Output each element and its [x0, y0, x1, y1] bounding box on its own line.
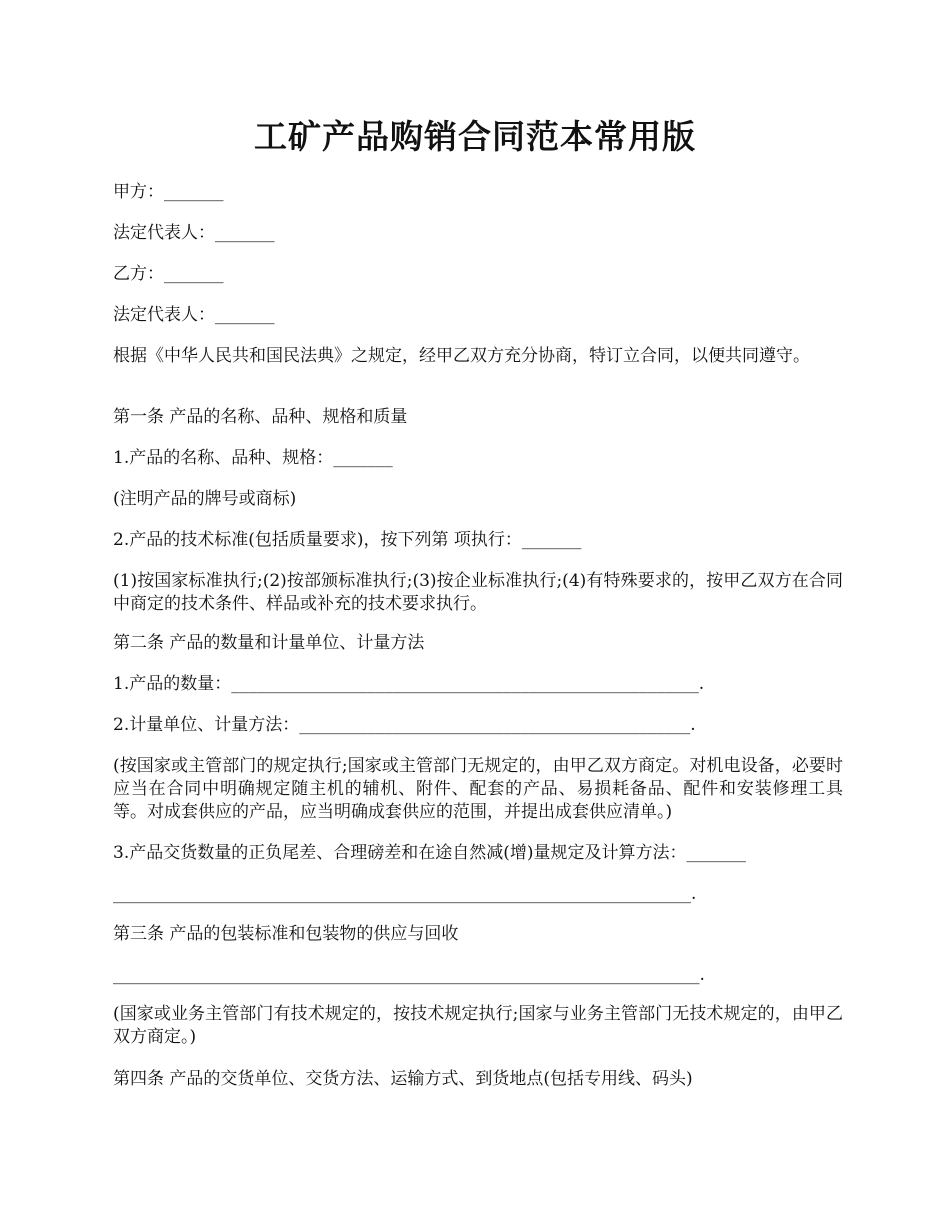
document-title: 工矿产品购销合同范本常用版	[254, 117, 696, 156]
article-1-note-2: (1)按国家标准执行;(2)按部颁标准执行;(3)按企业标准执行;(4)有特殊要求的，按甲乙双方在合同中商定的技术条件、样品或补充的技术要求执行。	[113, 571, 843, 614]
article-1-note-1: (注明产品的牌号或商标)	[113, 489, 297, 509]
party-a-line: 甲方：_______	[113, 182, 224, 202]
party-b-line: 乙方：_______	[113, 264, 224, 284]
article-4-heading: 第四条 产品的交货单位、交货方法、运输方式、到货地点(包括专用线、码头)	[113, 1069, 693, 1089]
article-3-heading: 第三条 产品的包装标准和包装物的供应与回收	[113, 924, 459, 944]
article-2-item-3: 3.产品交货数量的正负尾差、合理磅差和在途自然减(增)量规定及计算方法：_______	[113, 843, 746, 863]
article-3-note: (国家或业务主管部门有技术规定的，按技术规定执行;国家与业务主管部门无技术规定的，由甲乙双方商定。)	[113, 1004, 843, 1047]
party-a-representative-line: 法定代表人：_______	[113, 223, 275, 243]
article-1-item-1: 1.产品的名称、品种、规格：_______	[113, 448, 393, 468]
article-2-item-2: 2.计量单位、计量方法：______________________________________________.	[113, 715, 696, 735]
article-2-item-1: 1.产品的数量：_______________________________________________________.	[113, 674, 705, 694]
article-2-item-3-blank-line: ____________________________________________________________________.	[113, 884, 697, 904]
article-3-blank-line: _____________________________________________________________________.	[113, 965, 705, 985]
article-1-heading: 第一条 产品的名称、品种、规格和质量	[113, 407, 408, 427]
article-2-note: (按国家或主管部门的规定执行;国家或主管部门无规定的，由甲乙双方商定。对机电设备，必要时应当在合同中明确规定随主机的辅机、附件、配套的产品、易损耗备品、配件和安装修理工具等。对成套供应的产品，应当明确成套供应的范围，并提出成套供应清单。)	[113, 756, 843, 822]
article-1-item-2: 2.产品的技术标准(包括质量要求)，按下列第 项执行：_______	[113, 530, 582, 550]
preamble-paragraph: 根据《中华人民共和国民法典》之规定，经甲乙双方充分协商，特订立合同，以便共同遵守。	[113, 346, 810, 366]
party-b-representative-line: 法定代表人：_______	[113, 305, 275, 325]
article-2-heading: 第二条 产品的数量和计量单位、计量方法	[113, 633, 425, 653]
